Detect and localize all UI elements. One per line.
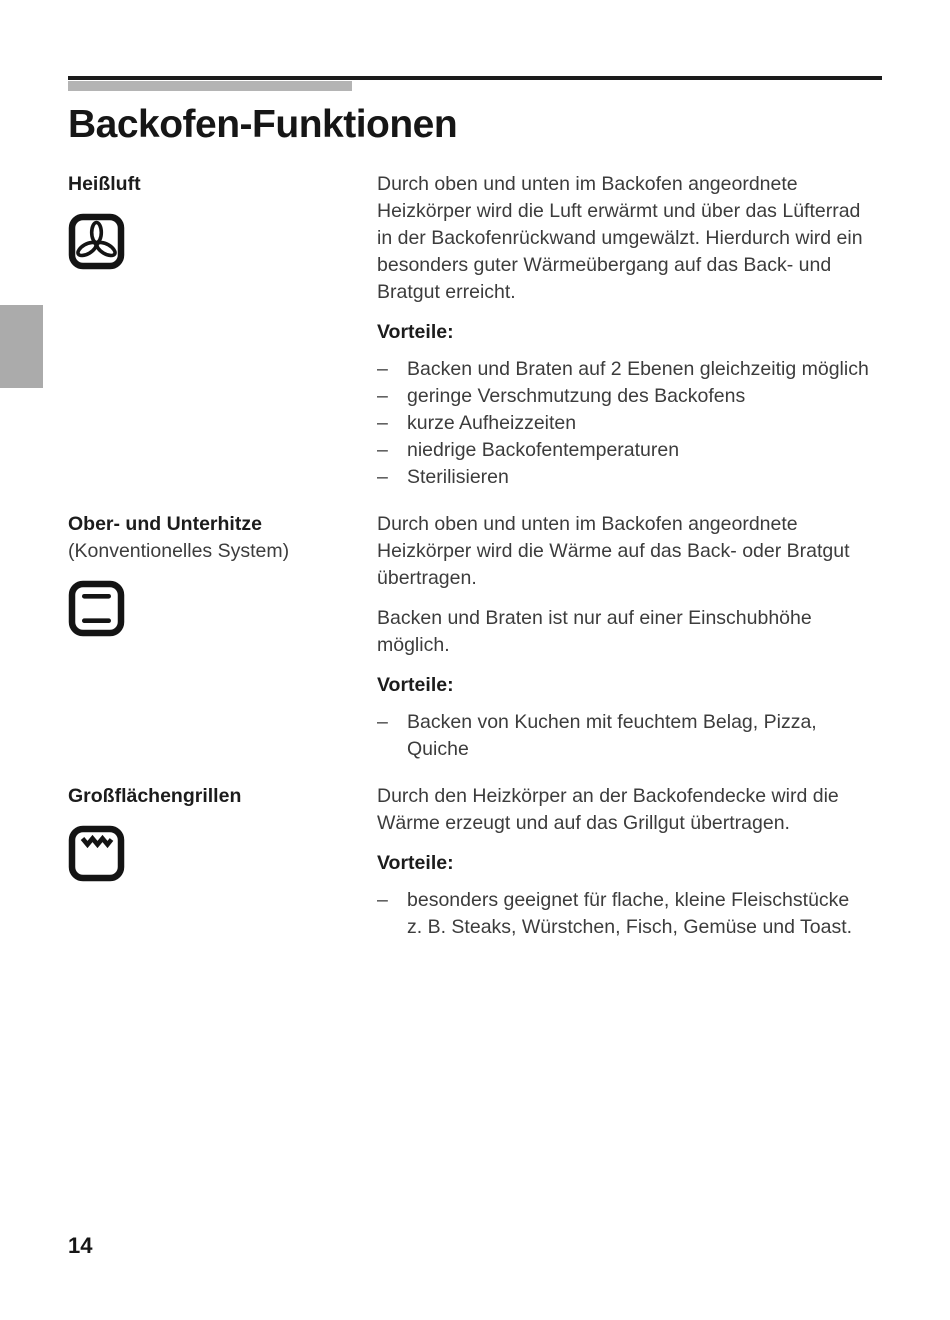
list-dash: – [377, 384, 388, 407]
function-label: Großflächengrillen [68, 784, 242, 807]
list-dash: – [377, 465, 388, 488]
section-text-column [377, 511, 874, 763]
section-hot-air [68, 171, 882, 491]
list-item-text: niedrige Backofentemperaturen [407, 438, 680, 461]
description-paragraph: Backen und Braten ist nur auf einer Einschubhöhe möglich. [377, 606, 812, 656]
thumb-index-tab [0, 305, 43, 388]
list-item [377, 437, 874, 464]
list-item-text: geringe Verschmutzung des Backofens [407, 384, 746, 407]
page-number: 14 [68, 1233, 93, 1258]
section-label-column [68, 511, 377, 763]
list-dash: – [377, 411, 388, 434]
list-dash: – [377, 357, 388, 380]
advantages-list [377, 887, 874, 941]
hot-air-fan-icon [68, 213, 125, 270]
list-dash: – [377, 888, 388, 911]
page-title: Backofen-Funktionen [68, 103, 458, 146]
list-item [377, 410, 874, 437]
list-item [377, 887, 874, 941]
section-grill [68, 783, 882, 941]
list-dash: – [377, 710, 388, 733]
section-text-column [377, 783, 874, 941]
grill-icon [68, 825, 125, 882]
list-item [377, 383, 874, 410]
list-item [377, 709, 874, 763]
description-paragraph: Durch den Heizkörper an der Backofendecke wird die Wärme erzeugt und auf das Grillgut übertragen. [377, 784, 839, 834]
list-item [377, 464, 874, 491]
list-item [377, 356, 874, 383]
function-label: Heißluft [68, 172, 141, 195]
advantages-heading: Vorteile: [377, 673, 454, 696]
list-item-text: Backen und Braten auf 2 Ebenen gleichzeitig möglich [407, 357, 869, 380]
description-paragraph: Durch oben und unten im Backofen angeordnete Heizkörper wird die Wärme auf das Back- oder Bratgut übertragen. [377, 512, 850, 589]
list-item-text: kurze Aufheizzeiten [407, 411, 577, 434]
description-paragraph: Durch oben und unten im Backofen angeordnete Heizkörper wird die Luft erwärmt und über das Lüfterrad in der Backofenrückwand umgewälzt. Hierdurch wird ein besonders guter Wärmeübergang auf das Back- und Bratgut erreicht. [377, 172, 863, 303]
section-top-bottom-heat [68, 511, 882, 763]
section-label-column [68, 783, 377, 941]
function-sections [68, 171, 882, 941]
function-label: Ober- und Unterhitze [68, 512, 262, 535]
advantages-heading: Vorteile: [377, 851, 454, 874]
list-item-text: besonders geeignet für flache, kleine Fleischstücke z. B. Steaks, Würstchen, Fisch, Gemüse und Toast. [407, 888, 853, 938]
section-text-column [377, 171, 874, 491]
section-label-column [68, 171, 377, 491]
advantages-list [377, 709, 874, 763]
advantages-heading: Vorteile: [377, 320, 454, 343]
advantages-list [377, 356, 874, 491]
function-sublabel: (Konventionelles System) [68, 539, 290, 562]
header-accent-bar [68, 81, 352, 91]
page-content [68, 76, 882, 961]
list-item-text: Sterilisieren [407, 465, 509, 488]
header-rule [68, 76, 882, 80]
top-bottom-heat-icon [68, 580, 125, 637]
list-dash: – [377, 438, 388, 461]
list-item-text: Backen von Kuchen mit feuchtem Belag, Pizza, Quiche [407, 710, 817, 760]
